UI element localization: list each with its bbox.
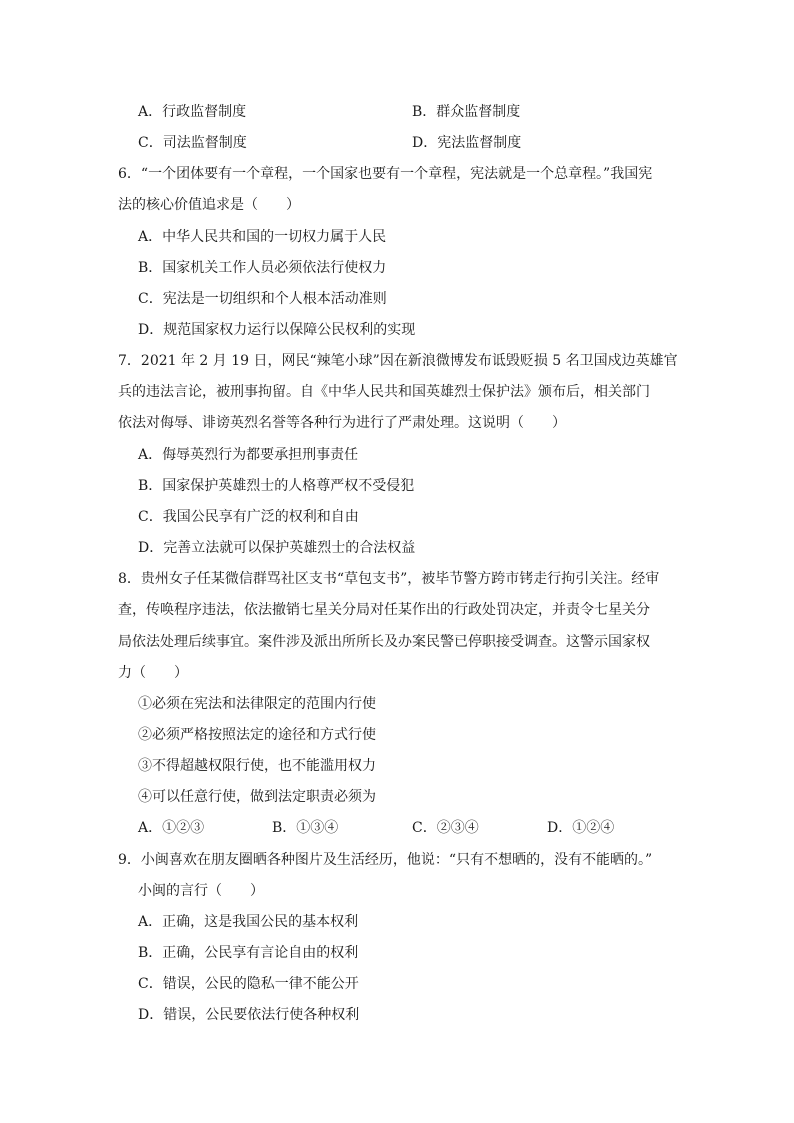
q9-option-c: C．错误，公民的隐私一律不能公开 [138, 976, 359, 992]
q8-option-a: A．①②③ [138, 820, 205, 836]
q8-stem-line-1: 8．贵州女子任某微信群骂社区支书“草包支书”，被毕节警方跨市铐走行拘引关注。经审 [118, 571, 660, 587]
q9-option-d: D．错误，公民要依法行使各种权利 [138, 1007, 360, 1023]
q5-option-d: D．宪法监督制度 [412, 135, 522, 151]
q6-option-b: B．国家机关工作人员必须依法行使权力 [138, 260, 387, 276]
q7-stem-line-1: 7．2021 年 2 月 19 日，网民“辣笔小球”因在新浪微博发布诋毁贬损 5 名卫国戍边英雄官 [118, 353, 678, 369]
q7-stem-line-2: 兵的违法言论，被刑事拘留。自《中华人民共和国英雄烈士保护法》颁布后，相关部门 [118, 384, 650, 400]
q9-stem-line-1: 9．小闽喜欢在朋友圈晒各种图片及生活经历，他说：“只有不想晒的，没有不能晒的。” [118, 852, 653, 868]
q8-statement-1: ①必须在宪法和法律限定的范围内行使 [138, 696, 376, 712]
q6-option-a: A．中华人民共和国的一切权力属于人民 [138, 229, 387, 245]
q5-option-a: A．行政监督制度 [138, 104, 247, 120]
q8-stem-line-3: 局依法处理后续事宜。案件涉及派出所所长及办案民警已停职接受调查。这警示国家权 [118, 634, 650, 650]
q8-option-b: B．①③④ [272, 820, 339, 836]
q8-statement-4: ④可以任意行使，做到法定职责必须为 [138, 789, 376, 805]
q6-stem-line-2: 法的核心价值追求是（ ） [118, 197, 300, 213]
q7-option-a: A．侮辱英烈行为都要承担刑事责任 [138, 447, 359, 463]
q8-stem-line-2: 查，传唤程序违法，依法撤销七星关分局对任某作出的行政处罚决定，并责令七星关分 [118, 602, 650, 618]
q7-option-b: B．国家保护英雄烈士的人格尊严权不受侵犯 [138, 478, 415, 494]
q8-statement-2: ②必须严格按照法定的途径和方式行使 [138, 727, 376, 743]
q5-option-b: B．群众监督制度 [412, 104, 521, 120]
q9-option-a: A．正确，这是我国公民的基本权利 [138, 914, 359, 930]
q8-stem-line-4: 力（ ） [118, 665, 188, 681]
q9-stem-line-2: 小闽的言行（ ） [138, 883, 264, 899]
q6-option-c: C．宪法是一切组织和个人根本活动准则 [138, 291, 387, 307]
q8-option-d: D．①②④ [547, 820, 615, 836]
q7-option-c: C．我国公民享有广泛的权利和自由 [138, 509, 359, 525]
q6-option-d: D．规范国家权力运行以保障公民权利的实现 [138, 322, 416, 338]
q6-stem-line-1: 6．“一个团体要有一个章程，一个国家也要有一个章程，宪法就是一个总章程。”我国宪 [118, 166, 653, 182]
q7-option-d: D．完善立法就可以保护英雄烈士的合法权益 [138, 540, 416, 556]
q8-statement-3: ③不得超越权限行使，也不能滥用权力 [138, 758, 376, 774]
q9-option-b: B．正确，公民享有言论自由的权利 [138, 945, 359, 961]
q8-option-c: C．②③④ [412, 820, 479, 836]
q7-stem-line-3: 依法对侮辱、诽谤英烈名誉等各种行为进行了严肃处理。这说明（ ） [118, 415, 566, 431]
q5-option-c: C．司法监督制度 [138, 135, 247, 151]
